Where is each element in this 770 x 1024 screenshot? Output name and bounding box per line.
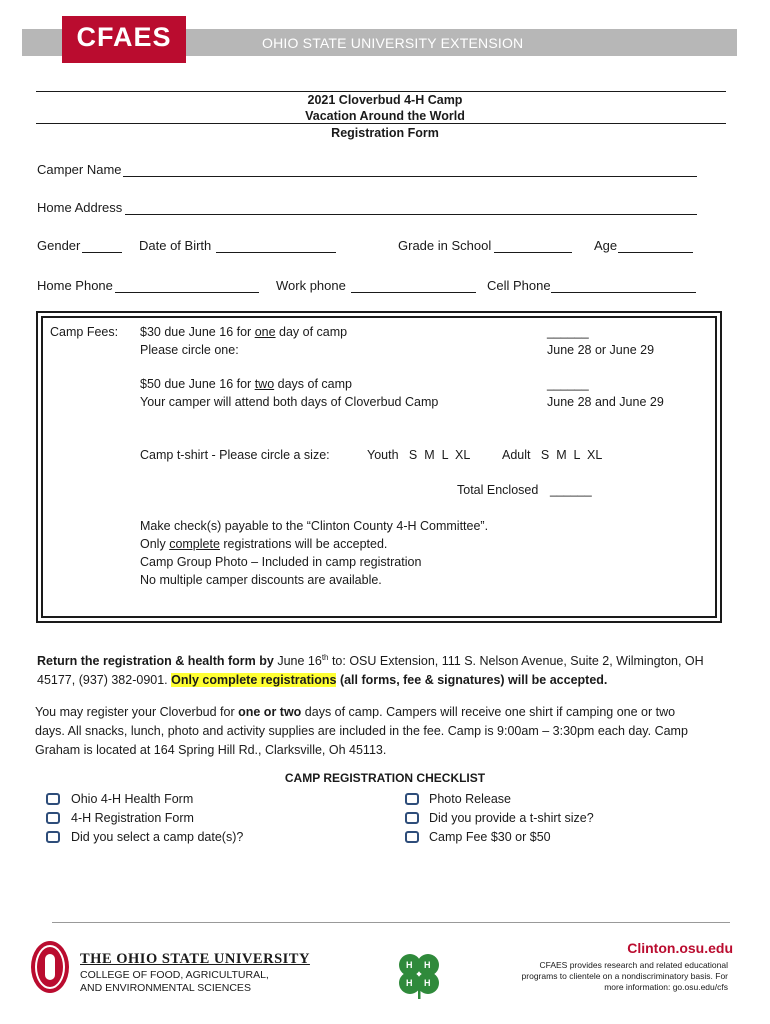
home-address-field[interactable] (125, 214, 697, 215)
dob-label: Date of Birth (139, 238, 212, 253)
camp-fees-label: Camp Fees: (50, 325, 119, 339)
svg-text:H: H (424, 978, 431, 988)
checklist-item: Ohio 4-H Health Form (71, 792, 194, 806)
title-top-rule (36, 91, 726, 92)
checklist-item: Camp Fee $30 or $50 (429, 830, 551, 844)
grade-label: Grade in School (398, 238, 492, 253)
checklist-title: CAMP REGISTRATION CHECKLIST (284, 771, 486, 785)
discount-note: No multiple camper discounts are available. (140, 573, 382, 587)
home-phone-field[interactable] (115, 292, 259, 293)
return-instructions: Return the registration & health form by June 16th to: OSU Extension, 111 S. Nelson Avenue, Suite 2, Wilmington, OH 45177, (937) 382-0901. Only complete registrations (all forms, fee & signatures) will be accepted. (37, 653, 704, 688)
dob-field[interactable] (216, 252, 336, 253)
disclaimer-line3: more information: go.osu.edu/cfs (604, 982, 728, 992)
age-field[interactable] (618, 252, 693, 253)
title-bottom-rule (36, 123, 726, 124)
disclaimer-line2: programs to clientele on a nondiscriminatory basis. For (521, 971, 728, 981)
svg-text:H: H (424, 960, 431, 970)
footer-rule (52, 922, 730, 923)
college-line2: AND ENVIRONMENTAL SCIENCES (80, 982, 251, 994)
two-day-blank[interactable]: ______ (547, 377, 589, 391)
youth-sizes[interactable]: Youth S M L XL (367, 448, 471, 462)
registration-form-checkbox[interactable] (46, 812, 60, 824)
health-form-checkbox[interactable] (46, 793, 60, 805)
home-address-label: Home Address (37, 200, 123, 215)
checklist-item: 4-H Registration Form (71, 811, 194, 825)
gender-field[interactable] (82, 252, 122, 253)
payable-note: Make check(s) payable to the “Clinton County 4-H Committee”. (140, 519, 489, 533)
grade-field[interactable] (494, 252, 572, 253)
camp-date-checkbox[interactable] (46, 831, 60, 843)
four-h-clover-icon (396, 950, 442, 1000)
camp-info: You may register your Cloverbud for one or two days of camp. Campers will receive one shirt if camping one or two days. All snacks, lunch, photo and activity supplies are included in the fee. Camp is 9:00am – 3:30pm each day. Camp Graham is located at 164 Spring Hill Rd., Clarksville, Oh 45113. (35, 705, 688, 757)
total-enclosed-label: Total Enclosed (457, 483, 539, 497)
photo-release-checkbox[interactable] (405, 793, 419, 805)
gender-label: Gender (37, 238, 81, 253)
cfaes-logo-text: CFAES (76, 22, 172, 52)
form-title-line1: 2021 Cloverbud 4-H Camp (307, 93, 463, 107)
svg-text:H: H (406, 978, 413, 988)
camp-fee-checkbox[interactable] (405, 831, 419, 843)
college-line1: COLLEGE OF FOOD, AGRICULTURAL, (80, 969, 269, 981)
svg-text:H: H (406, 960, 413, 970)
home-phone-label: Home Phone (37, 278, 113, 293)
form-title-line2: Vacation Around the World (305, 109, 465, 123)
camper-name-label: Camper Name (37, 162, 122, 177)
one-day-dates[interactable]: June 28 or June 29 (547, 343, 655, 357)
cell-phone-label: Cell Phone (487, 278, 551, 293)
one-day-blank[interactable]: ______ (547, 325, 589, 339)
tshirt-size-checkbox[interactable] (405, 812, 419, 824)
work-phone-label: Work phone (276, 278, 346, 293)
tshirt-label: Camp t-shirt - Please circle a size: (140, 448, 330, 462)
osu-block-o-logo (30, 940, 70, 994)
one-day-fee: $30 due June 16 for one day of camp (140, 325, 348, 339)
camper-name-field[interactable] (123, 176, 697, 177)
form-title-line3: Registration Form (331, 126, 439, 140)
work-phone-field[interactable] (351, 292, 476, 293)
adult-sizes[interactable]: Adult S M L XL (502, 448, 603, 462)
extension-title: OHIO STATE UNIVERSITY EXTENSION (262, 35, 524, 51)
disclaimer-line1: CFAES provides research and related educational (539, 960, 728, 970)
photo-note: Camp Group Photo – Included in camp registration (140, 555, 422, 569)
website-link[interactable]: Clinton.osu.edu (627, 940, 733, 956)
circle-one-text: Please circle one: (140, 343, 239, 357)
checklist-item: Photo Release (429, 792, 512, 806)
cell-phone-field[interactable] (551, 292, 696, 293)
total-enclosed-field[interactable]: ______ (550, 483, 592, 497)
two-day-fee: $50 due June 16 for two days of camp (140, 377, 352, 391)
age-label: Age (594, 238, 618, 253)
both-days-text: Your camper will attend both days of Cloverbud Camp (140, 395, 439, 409)
two-day-dates[interactable]: June 28 and June 29 (547, 395, 664, 409)
complete-note: Only complete registrations will be accepted. (140, 537, 388, 551)
university-name: THE OHIO STATE UNIVERSITY (80, 951, 310, 967)
checklist-item: Did you provide a t-shirt size? (429, 811, 594, 825)
checklist-item: Did you select a camp date(s)? (71, 830, 244, 844)
